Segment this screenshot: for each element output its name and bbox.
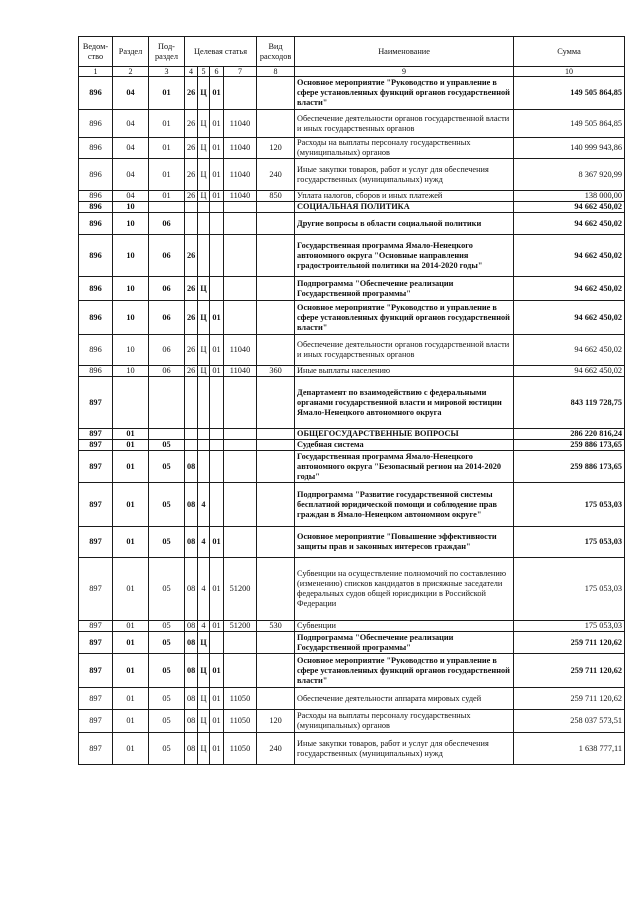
- cell-vid: [257, 654, 295, 688]
- cell-target-program: [185, 213, 198, 235]
- cell-target-program: 26: [185, 159, 198, 191]
- cell-target-program: [185, 202, 198, 213]
- cell-target-direction: [224, 429, 257, 440]
- cell-target-direction: [224, 440, 257, 451]
- cell-name: Государственная программа Ямало-Ненецкого автономного округа "Безопасный регион на 2014-2020 годы": [295, 451, 514, 483]
- cell-target-direction: [224, 301, 257, 335]
- cell-name: Департамент по взаимодействию с федеральными органами государственной власти и мировой юстиции Ямало-Ненецкого автономного округа: [295, 377, 514, 429]
- cell-target-direction: [224, 77, 257, 110]
- table-row: [79, 202, 625, 213]
- cell-target-subprogram: 4: [198, 527, 210, 558]
- cell-ved: 896: [79, 110, 113, 138]
- cell-podrazdel: 06: [149, 235, 185, 277]
- cell-podrazdel: 01: [149, 138, 185, 159]
- cell-ved: 896: [79, 366, 113, 377]
- cell-target-direction: [224, 451, 257, 483]
- cell-target-event: 01: [210, 654, 224, 688]
- cell-target-direction: [224, 654, 257, 688]
- table-row: [79, 110, 625, 138]
- cell-razdel: 01: [113, 429, 149, 440]
- column-index: 3: [149, 67, 185, 77]
- cell-name: Иные закупки товаров, работ и услуг для обеспечения государственных (муниципальных) нужд: [295, 733, 514, 765]
- cell-name: Расходы на выплаты персоналу государственных (муниципальных) органов: [295, 710, 514, 733]
- cell-target-subprogram: Ц: [198, 138, 210, 159]
- cell-sum: 258 037 573,51: [514, 710, 625, 733]
- cell-sum: 94 662 450,02: [514, 277, 625, 301]
- cell-target-event: [210, 202, 224, 213]
- table-body: [79, 77, 625, 765]
- header-razdel: Раздел: [113, 37, 149, 67]
- cell-vid: [257, 335, 295, 366]
- cell-podrazdel: 01: [149, 77, 185, 110]
- cell-podrazdel: 05: [149, 558, 185, 621]
- cell-razdel: 01: [113, 483, 149, 527]
- header-name: Наименование: [295, 37, 514, 67]
- cell-ved: 896: [79, 202, 113, 213]
- cell-target-subprogram: Ц: [198, 191, 210, 202]
- cell-target-event: 01: [210, 301, 224, 335]
- cell-name: Основное мероприятие "Руководство и управление в сфере установленных функций органов государственной власти": [295, 301, 514, 335]
- cell-ved: 896: [79, 213, 113, 235]
- table-row: [79, 159, 625, 191]
- cell-name: Обеспечение деятельности аппарата мировых судей: [295, 688, 514, 710]
- cell-target-direction: 11050: [224, 710, 257, 733]
- cell-target-subprogram: 4: [198, 621, 210, 632]
- cell-podrazdel: 05: [149, 527, 185, 558]
- cell-target-program: 26: [185, 277, 198, 301]
- cell-name: Основное мероприятие "Руководство и управление в сфере установленных функций органов государственной власти": [295, 77, 514, 110]
- budget-table-page: [78, 36, 624, 765]
- cell-target-event: 01: [210, 159, 224, 191]
- cell-vid: [257, 301, 295, 335]
- table-row: [79, 213, 625, 235]
- table-row: [79, 138, 625, 159]
- cell-name: СОЦИАЛЬНАЯ ПОЛИТИКА: [295, 202, 514, 213]
- cell-ved: 896: [79, 191, 113, 202]
- cell-target-event: 01: [210, 366, 224, 377]
- cell-target-program: 08: [185, 632, 198, 654]
- cell-razdel: 04: [113, 110, 149, 138]
- header-podrazdel: Под-раздел: [149, 37, 185, 67]
- cell-target-subprogram: [198, 451, 210, 483]
- cell-vid: 530: [257, 621, 295, 632]
- cell-name: Подпрограмма "Обеспечение реализации Государственной программы": [295, 277, 514, 301]
- cell-vid: 120: [257, 138, 295, 159]
- cell-target-direction: [224, 277, 257, 301]
- cell-target-program: 08: [185, 654, 198, 688]
- cell-podrazdel: 06: [149, 277, 185, 301]
- cell-target-subprogram: 4: [198, 483, 210, 527]
- cell-target-program: 26: [185, 235, 198, 277]
- cell-target-event: [210, 440, 224, 451]
- cell-vid: [257, 202, 295, 213]
- cell-vid: [257, 483, 295, 527]
- cell-target-direction: [224, 235, 257, 277]
- cell-target-direction: 11040: [224, 138, 257, 159]
- cell-name: Основное мероприятие "Повышение эффективности защиты прав и законных интересов граждан": [295, 527, 514, 558]
- table-row: [79, 191, 625, 202]
- cell-ved: 897: [79, 558, 113, 621]
- cell-sum: 8 367 920,99: [514, 159, 625, 191]
- cell-target-direction: 11050: [224, 688, 257, 710]
- table-row: [79, 235, 625, 277]
- cell-ved: 897: [79, 632, 113, 654]
- cell-target-subprogram: Ц: [198, 277, 210, 301]
- cell-target-direction: [224, 377, 257, 429]
- cell-target-program: [185, 429, 198, 440]
- cell-razdel: 01: [113, 710, 149, 733]
- cell-sum: 286 220 816,24: [514, 429, 625, 440]
- table-row: [79, 301, 625, 335]
- cell-razdel: 01: [113, 451, 149, 483]
- cell-vid: [257, 440, 295, 451]
- cell-podrazdel: 05: [149, 733, 185, 765]
- cell-ved: 897: [79, 654, 113, 688]
- cell-podrazdel: 05: [149, 688, 185, 710]
- cell-target-program: 26: [185, 366, 198, 377]
- cell-ved: 897: [79, 733, 113, 765]
- cell-vid: [257, 377, 295, 429]
- cell-vid: [257, 527, 295, 558]
- cell-sum: 175 053,03: [514, 558, 625, 621]
- table-row: [79, 527, 625, 558]
- table-row: [79, 483, 625, 527]
- cell-target-subprogram: Ц: [198, 335, 210, 366]
- column-index: 7: [224, 67, 257, 77]
- cell-ved: 897: [79, 527, 113, 558]
- cell-target-program: 26: [185, 335, 198, 366]
- cell-target-program: 26: [185, 138, 198, 159]
- cell-podrazdel: 05: [149, 440, 185, 451]
- cell-target-program: 26: [185, 191, 198, 202]
- column-index: 1: [79, 67, 113, 77]
- cell-name: Подпрограмма "Развитие государственной системы бесплатной юридической помощи и соблюдение прав граждан в Ямало-Ненецком автономном округе": [295, 483, 514, 527]
- cell-podrazdel: 01: [149, 159, 185, 191]
- cell-target-subprogram: [198, 235, 210, 277]
- cell-razdel: 10: [113, 277, 149, 301]
- cell-razdel: 01: [113, 733, 149, 765]
- header-ved: Ведом-ство: [79, 37, 113, 67]
- cell-sum: 149 505 864,85: [514, 110, 625, 138]
- cell-name: Обеспечение деятельности органов государственной власти и иных государственных органов: [295, 110, 514, 138]
- cell-target-program: [185, 440, 198, 451]
- table-row: [79, 277, 625, 301]
- cell-ved: 897: [79, 621, 113, 632]
- cell-vid: [257, 277, 295, 301]
- cell-name: Субвенции: [295, 621, 514, 632]
- cell-sum: 259 711 120,62: [514, 632, 625, 654]
- column-index: 4: [185, 67, 198, 77]
- table-row: [79, 429, 625, 440]
- cell-razdel: 01: [113, 688, 149, 710]
- cell-target-subprogram: Ц: [198, 733, 210, 765]
- cell-vid: 240: [257, 733, 295, 765]
- cell-target-event: 01: [210, 688, 224, 710]
- cell-vid: [257, 688, 295, 710]
- cell-vid: [257, 110, 295, 138]
- column-index: 10: [514, 67, 625, 77]
- cell-target-direction: 11040: [224, 191, 257, 202]
- budget-table: [78, 36, 625, 765]
- table-row: [79, 440, 625, 451]
- cell-sum: 175 053,03: [514, 621, 625, 632]
- cell-ved: 897: [79, 377, 113, 429]
- cell-vid: [257, 213, 295, 235]
- cell-razdel: 10: [113, 335, 149, 366]
- cell-razdel: 10: [113, 235, 149, 277]
- cell-razdel: [113, 377, 149, 429]
- cell-podrazdel: 05: [149, 483, 185, 527]
- cell-target-event: [210, 235, 224, 277]
- cell-target-event: 01: [210, 621, 224, 632]
- cell-razdel: 04: [113, 77, 149, 110]
- cell-target-subprogram: Ц: [198, 654, 210, 688]
- cell-target-event: [210, 277, 224, 301]
- cell-sum: 175 053,03: [514, 527, 625, 558]
- cell-ved: 896: [79, 235, 113, 277]
- cell-target-program: 08: [185, 451, 198, 483]
- cell-target-direction: 11040: [224, 159, 257, 191]
- cell-vid: [257, 235, 295, 277]
- cell-podrazdel: 05: [149, 654, 185, 688]
- cell-target-event: [210, 429, 224, 440]
- cell-target-direction: [224, 202, 257, 213]
- cell-podrazdel: 06: [149, 301, 185, 335]
- cell-podrazdel: 05: [149, 451, 185, 483]
- cell-target-direction: 11040: [224, 335, 257, 366]
- cell-target-program: [185, 377, 198, 429]
- cell-ved: 897: [79, 440, 113, 451]
- cell-razdel: 04: [113, 159, 149, 191]
- cell-podrazdel: 06: [149, 335, 185, 366]
- cell-target-program: 08: [185, 621, 198, 632]
- cell-razdel: 01: [113, 621, 149, 632]
- cell-sum: 1 638 777,11: [514, 733, 625, 765]
- cell-podrazdel: 06: [149, 366, 185, 377]
- cell-target-program: 26: [185, 77, 198, 110]
- table-row: [79, 632, 625, 654]
- cell-target-direction: [224, 213, 257, 235]
- cell-name: Судебная система: [295, 440, 514, 451]
- cell-podrazdel: 05: [149, 632, 185, 654]
- cell-ved: 896: [79, 277, 113, 301]
- cell-name: Иные выплаты населению: [295, 366, 514, 377]
- cell-target-subprogram: [198, 202, 210, 213]
- cell-ved: 897: [79, 483, 113, 527]
- column-index: 2: [113, 67, 149, 77]
- cell-ved: 896: [79, 159, 113, 191]
- table-row: [79, 77, 625, 110]
- cell-target-direction: [224, 483, 257, 527]
- cell-name: Иные закупки товаров, работ и услуг для обеспечения государственных (муниципальных) нужд: [295, 159, 514, 191]
- cell-name: Основное мероприятие "Руководство и управление в сфере установленных функций органов государственной власти": [295, 654, 514, 688]
- cell-name: Подпрограмма "Обеспечение реализации Государственной программы": [295, 632, 514, 654]
- cell-target-event: 01: [210, 710, 224, 733]
- cell-vid: [257, 632, 295, 654]
- cell-target-event: 01: [210, 733, 224, 765]
- cell-razdel: 04: [113, 191, 149, 202]
- table-row: [79, 377, 625, 429]
- column-index: 6: [210, 67, 224, 77]
- cell-target-event: 01: [210, 191, 224, 202]
- table-row: [79, 710, 625, 733]
- cell-target-event: 01: [210, 77, 224, 110]
- cell-sum: 259 711 120,62: [514, 654, 625, 688]
- cell-podrazdel: [149, 202, 185, 213]
- cell-ved: 896: [79, 335, 113, 366]
- cell-ved: 897: [79, 429, 113, 440]
- cell-vid: [257, 77, 295, 110]
- cell-vid: 120: [257, 710, 295, 733]
- cell-target-program: 08: [185, 527, 198, 558]
- cell-target-event: [210, 483, 224, 527]
- cell-razdel: 01: [113, 440, 149, 451]
- cell-target-subprogram: Ц: [198, 710, 210, 733]
- cell-razdel: 10: [113, 301, 149, 335]
- cell-target-direction: 11040: [224, 110, 257, 138]
- column-index: 5: [198, 67, 210, 77]
- cell-sum: 94 662 450,02: [514, 202, 625, 213]
- cell-target-subprogram: [198, 213, 210, 235]
- cell-podrazdel: 01: [149, 191, 185, 202]
- cell-target-event: [210, 451, 224, 483]
- cell-sum: 140 999 943,86: [514, 138, 625, 159]
- cell-sum: 843 119 728,75: [514, 377, 625, 429]
- cell-name: Государственная программа Ямало-Ненецкого автономного округа "Основные направления градостроительной политики на 2014-2020 годы": [295, 235, 514, 277]
- cell-name: Обеспечение деятельности органов государственной власти и иных государственных органов: [295, 335, 514, 366]
- cell-name: Субвенции на осуществление полномочий по составлению (изменению) списков кандидатов в присяжные заседатели федеральных судов общей юрисдикции в Российской Федерации: [295, 558, 514, 621]
- cell-target-program: 08: [185, 483, 198, 527]
- cell-sum: 149 505 864,85: [514, 77, 625, 110]
- cell-podrazdel: [149, 429, 185, 440]
- cell-target-direction: 51200: [224, 558, 257, 621]
- table-row: [79, 451, 625, 483]
- cell-target-direction: 51200: [224, 621, 257, 632]
- cell-target-event: 01: [210, 138, 224, 159]
- cell-sum: 259 711 120,62: [514, 688, 625, 710]
- cell-sum: 259 886 173,65: [514, 451, 625, 483]
- cell-razdel: 01: [113, 527, 149, 558]
- cell-vid: [257, 429, 295, 440]
- cell-razdel: 10: [113, 213, 149, 235]
- cell-target-event: [210, 213, 224, 235]
- table-row: [79, 733, 625, 765]
- cell-sum: 94 662 450,02: [514, 335, 625, 366]
- table-row: [79, 688, 625, 710]
- cell-target-program: 26: [185, 110, 198, 138]
- cell-razdel: 01: [113, 558, 149, 621]
- cell-ved: 897: [79, 451, 113, 483]
- cell-target-subprogram: [198, 429, 210, 440]
- cell-name: ОБЩЕГОСУДАРСТВЕННЫЕ ВОПРОСЫ: [295, 429, 514, 440]
- cell-podrazdel: 05: [149, 621, 185, 632]
- cell-target-event: [210, 377, 224, 429]
- cell-target-event: 01: [210, 110, 224, 138]
- cell-razdel: 10: [113, 202, 149, 213]
- cell-podrazdel: 01: [149, 110, 185, 138]
- table-row: [79, 558, 625, 621]
- cell-target-direction: [224, 632, 257, 654]
- cell-target-subprogram: Ц: [198, 110, 210, 138]
- table-row: [79, 335, 625, 366]
- cell-target-program: 08: [185, 733, 198, 765]
- cell-target-subprogram: 4: [198, 558, 210, 621]
- cell-vid: [257, 558, 295, 621]
- cell-ved: 896: [79, 77, 113, 110]
- cell-target-subprogram: Ц: [198, 77, 210, 110]
- cell-target-subprogram: [198, 377, 210, 429]
- cell-target-subprogram: [198, 440, 210, 451]
- cell-podrazdel: [149, 377, 185, 429]
- cell-name: Расходы на выплаты персоналу государственных (муниципальных) органов: [295, 138, 514, 159]
- column-index: 8: [257, 67, 295, 77]
- cell-target-event: 01: [210, 527, 224, 558]
- cell-razdel: 01: [113, 632, 149, 654]
- cell-vid: 360: [257, 366, 295, 377]
- cell-sum: 175 053,03: [514, 483, 625, 527]
- cell-target-direction: [224, 527, 257, 558]
- header-sum: Сумма: [514, 37, 625, 67]
- cell-target-subprogram: Ц: [198, 159, 210, 191]
- cell-target-program: 26: [185, 301, 198, 335]
- cell-target-subprogram: Ц: [198, 632, 210, 654]
- header-target: Целевая статья: [185, 37, 257, 67]
- cell-target-event: 01: [210, 335, 224, 366]
- cell-razdel: 01: [113, 654, 149, 688]
- cell-ved: 897: [79, 710, 113, 733]
- cell-razdel: 04: [113, 138, 149, 159]
- cell-target-event: [210, 632, 224, 654]
- cell-sum: 94 662 450,02: [514, 301, 625, 335]
- cell-vid: 240: [257, 159, 295, 191]
- cell-ved: 896: [79, 138, 113, 159]
- cell-target-program: 08: [185, 558, 198, 621]
- cell-sum: 94 662 450,02: [514, 366, 625, 377]
- table-row: [79, 654, 625, 688]
- cell-target-subprogram: Ц: [198, 366, 210, 377]
- cell-name: Уплата налогов, сборов и иных платежей: [295, 191, 514, 202]
- cell-target-subprogram: Ц: [198, 688, 210, 710]
- cell-podrazdel: 05: [149, 710, 185, 733]
- header-row: [79, 37, 625, 67]
- cell-ved: 897: [79, 688, 113, 710]
- cell-name: Другие вопросы в области социальной политики: [295, 213, 514, 235]
- table-row: [79, 621, 625, 632]
- cell-sum: 138 000,00: [514, 191, 625, 202]
- cell-target-direction: 11040: [224, 366, 257, 377]
- cell-sum: 94 662 450,02: [514, 235, 625, 277]
- cell-razdel: 10: [113, 366, 149, 377]
- cell-target-subprogram: Ц: [198, 301, 210, 335]
- cell-vid: 850: [257, 191, 295, 202]
- cell-sum: 94 662 450,02: [514, 213, 625, 235]
- cell-ved: 896: [79, 301, 113, 335]
- cell-podrazdel: 06: [149, 213, 185, 235]
- header-vid: Вид расходов: [257, 37, 295, 67]
- column-index-row: [79, 67, 625, 77]
- cell-target-program: 08: [185, 710, 198, 733]
- cell-target-event: 01: [210, 558, 224, 621]
- cell-target-direction: 11050: [224, 733, 257, 765]
- cell-sum: 259 886 173,65: [514, 440, 625, 451]
- column-index: 9: [295, 67, 514, 77]
- cell-vid: [257, 451, 295, 483]
- table-row: [79, 366, 625, 377]
- cell-target-program: 08: [185, 688, 198, 710]
